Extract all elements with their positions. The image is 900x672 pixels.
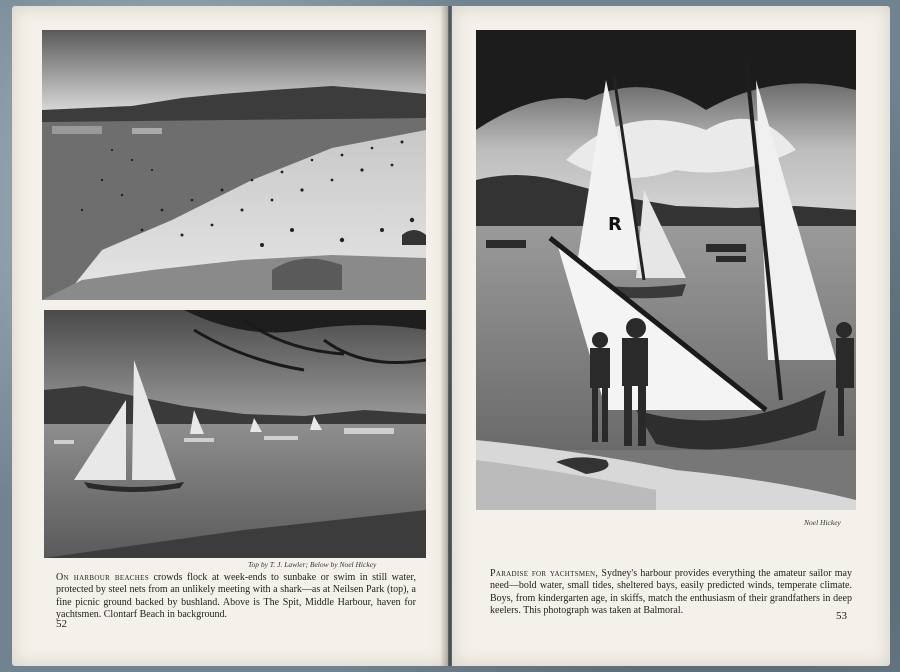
photo-credit-left: Top by T. J. Lawler; Below by Noel Hickey <box>248 560 377 569</box>
page-number-right: 53 <box>836 610 847 622</box>
caption-left-text: crowds flock at week-ends to sunbake or swim in still water, protected by steel nets from an unlikely meeting with a shark—as at Neilsen Park (top), a fine picnic ground backed by bushland. Above is The Spit, Middle Harbour, haven for yachtsmen. Clontarf Beach in background. <box>56 572 416 621</box>
yacht-harbour-photo <box>44 310 426 558</box>
caption-right-lead: Paradise for yachtsmen, <box>490 568 599 579</box>
right-page <box>452 6 890 666</box>
page-number-left: 52 <box>56 618 67 630</box>
caption-right-text: Sydney's harbour provides everything the amateur sailor may need—bold water, small tides, sheltered bays, easily predicted winds, temperate climate. Boys, from kindergarten age, in skiffs, match the enthusiasm of their grandfathers in deep keelers. This photograph was taken at Balmoral. <box>490 568 852 617</box>
caption-left <box>56 572 416 622</box>
balmoral-sailors-photo <box>476 30 856 510</box>
caption-left-lead: On harbour beaches <box>56 572 149 583</box>
photo-credit-right: Noel Hickey <box>804 518 841 527</box>
caption-right <box>490 568 852 618</box>
sail-mark: R <box>608 214 622 235</box>
left-page <box>12 6 448 666</box>
beach-photo <box>42 30 426 300</box>
